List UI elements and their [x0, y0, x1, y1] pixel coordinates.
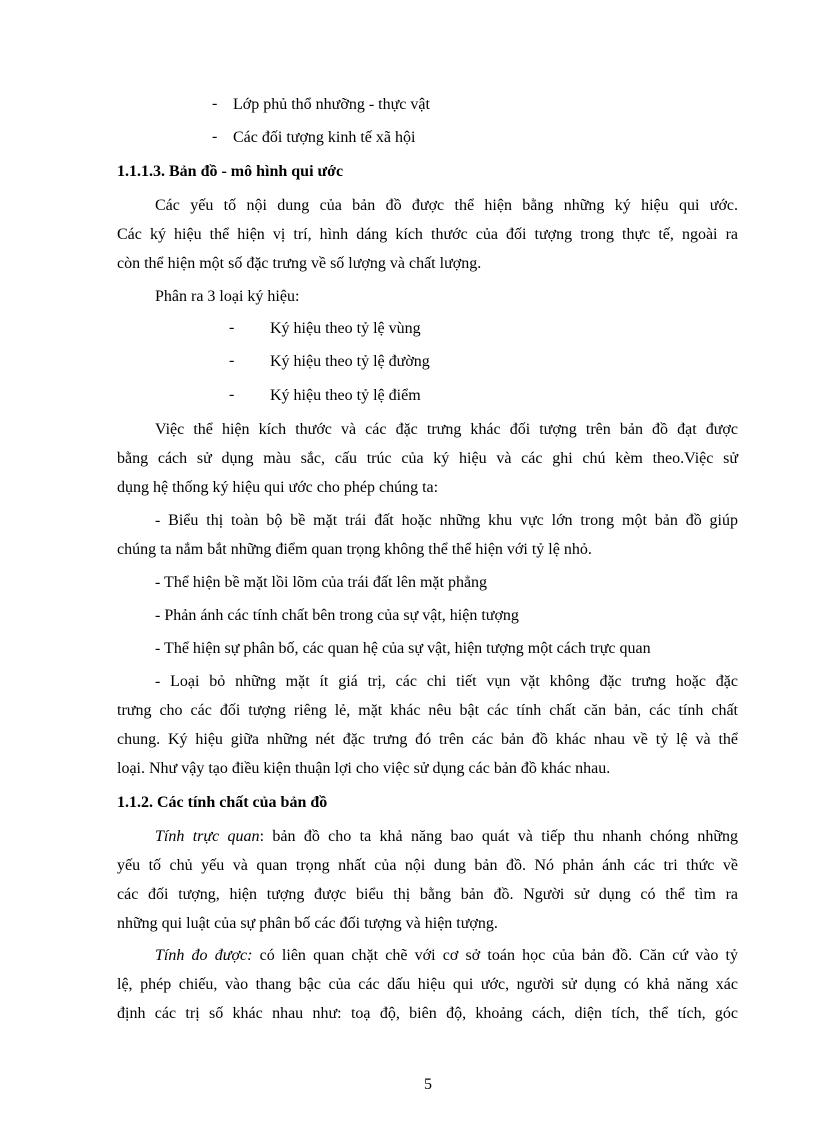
- paragraph-line: yếu tố chủ yếu và quan trọng nhất của nội dung bản đồ. Nó phản ánh các tri thức về: [117, 857, 738, 874]
- term-measurable: Tính đo được:: [155, 947, 253, 964]
- paragraph-line: dụng hệ thống ký hiệu qui ước cho phép chúng ta:: [117, 479, 439, 496]
- bullet-line: - Phản ánh các tính chất bên trong của sự vật, hiện tượng: [155, 607, 519, 624]
- list-item-socioeconomic: Các đối tượng kinh tế xã hội: [233, 129, 416, 146]
- paragraph-line: còn thể hiện một số đặc trưng về số lượng và chất lượng.: [117, 255, 482, 272]
- paragraph-line: định các trị số khác nhau như: toạ độ, biên độ, khoảng cách, diện tích, thể tích, góc: [117, 1005, 738, 1022]
- paragraph-line: [117, 946, 738, 966]
- paragraph-line: những qui luật của sự phân bố các đối tượng và hiện tượng.: [117, 915, 498, 932]
- paragraph-line: bằng cách sử dụng màu sắc, cấu trúc của ký hiệu và các ghi chú kèm theo.Việc sử: [117, 450, 738, 467]
- list-dash: -: [229, 319, 235, 336]
- bullet-line: trưng cho các đối tượng riêng lẻ, mặt khác nêu bật các tính chất căn bản, các tính chất: [117, 702, 738, 719]
- symbol-types-intro: Phân ra 3 loại ký hiệu:: [155, 288, 300, 305]
- page-number: 5: [424, 1076, 432, 1093]
- paragraph-line: Việc thể hiện kích thước và các đặc trưng khác đối tượng trên bản đồ đạt được: [155, 421, 738, 438]
- paragraph-line: Các yếu tố nội dung của bản đồ được thể hiện bằng những ký hiệu qui ước.: [155, 197, 738, 214]
- paragraph-line: các đối tượng, hiện tượng được biểu thị bằng bản đồ. Người sử dụng có thể tìm ra: [117, 886, 738, 903]
- symbol-type-area: Ký hiệu theo tỷ lệ vùng: [270, 320, 421, 337]
- list-dash: -: [229, 352, 235, 369]
- section-heading-1113: 1.1.1.3. Bản đồ - mô hình qui ước: [117, 163, 344, 180]
- bullet-line: - Loại bỏ những mặt ít giá trị, các chi tiết vụn vặt không đặc trưng hoặc đặc: [155, 673, 738, 690]
- bullet-line: chúng ta nắm bắt những điểm quan trọng không thể thể hiện với tỷ lệ nhỏ.: [117, 541, 592, 558]
- list-dash: -: [229, 386, 235, 403]
- bullet-line: loại. Như vậy tạo điều kiện thuận lợi cho việc sử dụng các bản đồ khác nhau.: [117, 760, 611, 777]
- list-dash: -: [212, 95, 218, 112]
- symbol-type-point: Ký hiệu theo tỷ lệ điểm: [270, 387, 421, 404]
- symbol-type-line: Ký hiệu theo tỷ lệ đường: [270, 353, 430, 370]
- paragraph-line: lệ, phép chiếu, vào thang bậc của các dấu hiệu qui ước, người sử dụng có khả năng xác: [117, 976, 738, 993]
- paragraph-line: [117, 827, 738, 847]
- paragraph-line: Các ký hiệu thể hiện vị trí, hình dáng kích thước của đối tượng trong thực tế, ngoài ra: [117, 226, 738, 243]
- bullet-line: - Biểu thị toàn bộ bề mặt trái đất hoặc những khu vực lớn trong một bản đồ giúp: [155, 512, 738, 529]
- term-measurable-text: có liên quan chặt chẽ với cơ sở toán học của bản đồ. Căn cứ vào tỷ: [252, 947, 739, 964]
- term-visual-text: : bản đồ cho ta khả năng bao quát và tiếp thu nhanh chóng những: [259, 828, 738, 845]
- bullet-line: - Thể hiện bề mặt lồi lõm của trái đất lên mặt phẳng: [155, 574, 488, 591]
- section-heading-112: 1.1.2. Các tính chất của bản đồ: [117, 794, 328, 811]
- bullet-line: chung. Ký hiệu giữa những nét đặc trưng đó trên các bản đồ khác nhau về tỷ lệ và thể: [117, 731, 738, 748]
- term-visual: Tính trực quan: [155, 828, 260, 845]
- bullet-line: - Thể hiện sự phân bố, các quan hệ của sự vật, hiện tượng một cách trực quan: [155, 640, 651, 657]
- list-item-land-cover: Lớp phủ thổ nhưỡng - thực vật: [233, 96, 430, 113]
- list-dash: -: [212, 128, 218, 145]
